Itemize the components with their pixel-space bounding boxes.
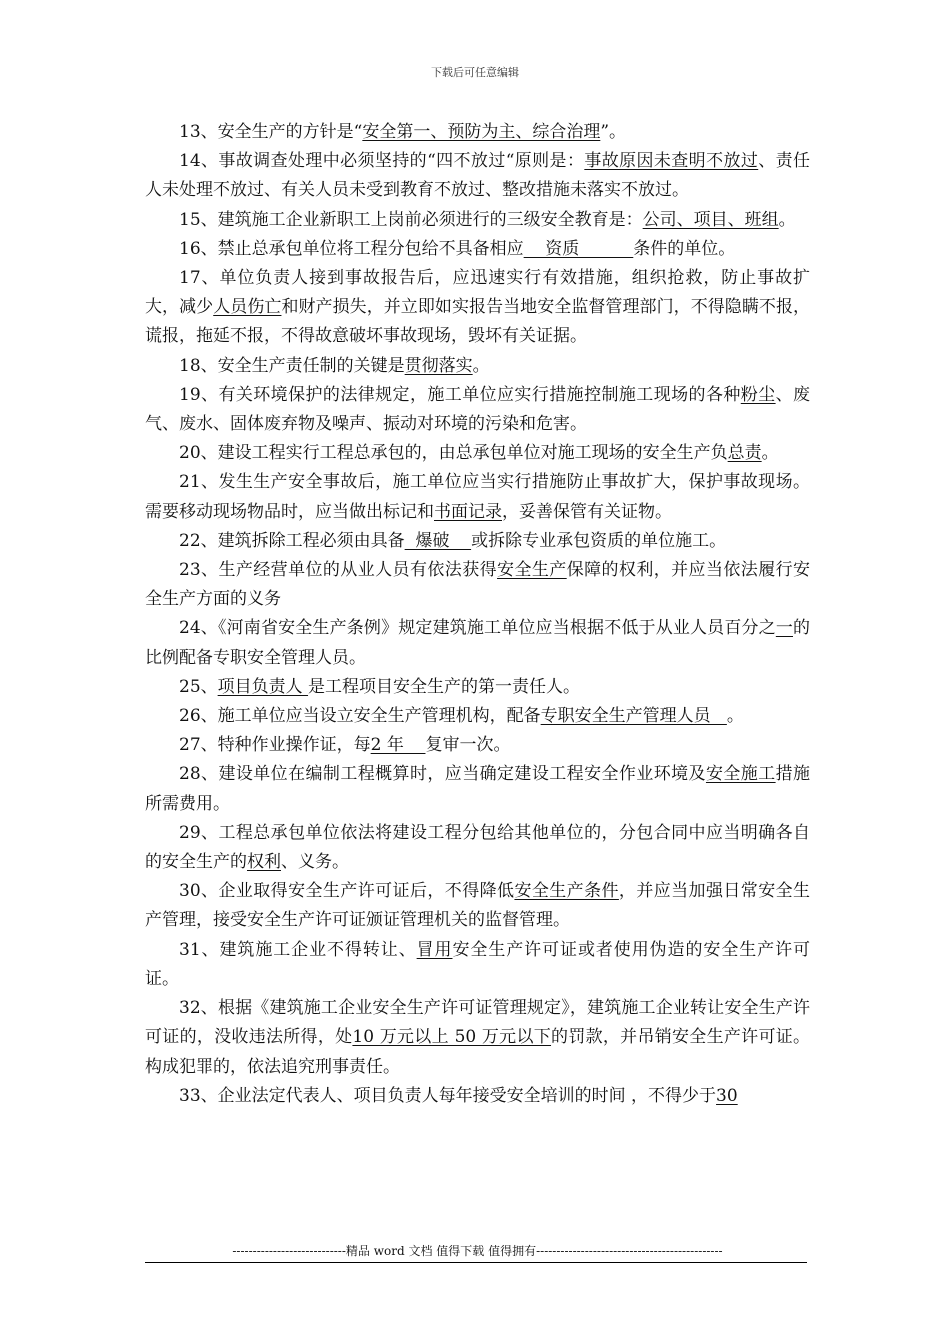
question-text: 、废气、废水、固体废弃物及噪声、振动对环境的污染和危害。 [145, 384, 811, 435]
answer-blank: 安全第一、预防为主、综合治理 [362, 122, 601, 142]
question-item [145, 118, 810, 147]
question-item [145, 936, 810, 994]
question-text: 26、施工单位应当设立安全生产管理机构，配备 [179, 706, 541, 727]
question-item [145, 1082, 810, 1111]
question-item [145, 264, 810, 352]
question-text: 或拆除专业承包资质的单位施工。 [471, 530, 727, 551]
question-text: 14、事故调查处理中必须坚持的“四不放过“原则是： [179, 151, 585, 172]
answer-blank: 事故原因未查明不放过 [584, 151, 759, 172]
question-text: 。 [726, 706, 744, 727]
question-text: 条件的单位。 [633, 238, 736, 259]
question-item [145, 819, 810, 877]
answer-blank: 安全施工 [705, 764, 776, 785]
answer-blank: 安全生产 [497, 560, 567, 581]
question-text: 和财产损失，并立即如实报告当地安全监督管理部门，不得隐瞒不报，谎报，拖延不报，不得故意破坏事故现场，毁坏有关证据。 [145, 297, 811, 347]
question-item [145, 877, 810, 935]
question-item [145, 731, 810, 760]
answer-blank: 安全生产条件 [514, 881, 619, 902]
question-text: 17、单位负责人接到事故报告后，应迅速实行有效措施，组织抢救，防止事故扩大，减少 [145, 268, 810, 318]
question-text: 是工程项目安全生产的第一责任人。 [308, 676, 581, 697]
question-text: 的比例配备专职安全管理人员。 [145, 618, 810, 668]
question-text: 31、建筑施工企业不得转让、 [179, 939, 417, 960]
question-text: 安全生产许可证或者使用伪造的安全生产许可证。 [145, 939, 811, 989]
question-text: 24、《河南省安全生产条例》规定建筑施工单位应当根据不低于从业人员百分之 [179, 618, 776, 639]
question-text: 13、安全生产的方针是“ [179, 122, 363, 142]
question-text: 复审一次。 [425, 735, 511, 756]
question-item [145, 527, 810, 556]
answer-blank: 公司、项目、班组 [642, 209, 779, 230]
question-text: 32、根据《建筑施工企业安全生产许可证管理规定》，建筑施工企业转让安全生产许可证的，没收违法所得，处 [145, 998, 810, 1048]
answer-blank: 专职安全生产管理人员 [540, 706, 727, 727]
question-text: 20、建设工程实行工程总承包的，由总承包单位对施工现场的安全生产负 [179, 443, 728, 464]
question-text: 28、建设单位在编制工程概算时，应当确定建设工程安全作业环境及 [179, 764, 706, 785]
question-text: 、义务。 [281, 852, 349, 873]
answer-blank: 2 年 [370, 735, 426, 756]
question-item [145, 614, 810, 672]
answer-blank: 人员伤亡 [213, 297, 282, 318]
answer-blank: 爆破 [404, 530, 472, 551]
question-item [145, 439, 810, 468]
question-item [145, 556, 810, 614]
question-item [145, 702, 810, 731]
question-text: 21、发生生产安全事故后，施工单位应当实行措施防止事故扩大，保护事故现场。需要移动现场物品时，应当做出标记和 [145, 472, 810, 522]
page-header: 下载后可任意编辑 [431, 66, 519, 79]
question-text: 23、生产经营单位的从业人员有依法获得 [179, 560, 498, 581]
question-text: ”。 [600, 122, 627, 142]
answer-blank: 权利 [247, 852, 281, 873]
question-text: 27、特种作业操作证，每 [179, 735, 371, 756]
document-body [145, 118, 810, 1111]
page-footer: ----------------------------精品 word 文档 值得下载 值得拥有---------------------------------------------- [232, 1244, 723, 1258]
answer-blank: 书面记录 [434, 501, 502, 522]
question-text: 25、 [179, 676, 218, 697]
question-text: 。 [472, 355, 490, 376]
footer-divider [145, 1262, 807, 1263]
answer-blank: 10 万元以上 50 万元以下 [352, 1027, 552, 1048]
question-text: 18、安全生产责任制的关键是 [179, 355, 405, 376]
question-item [145, 760, 810, 818]
question-item [145, 994, 810, 1082]
question-item [145, 147, 810, 205]
question-text: 。 [761, 443, 779, 464]
question-item [145, 381, 810, 439]
question-text: 29、工程总承包单位依法将建设工程分包给其他单位的，分包合同中应当明确各自的安全生产的 [145, 822, 810, 873]
question-text: 30、企业取得安全生产许可证后，不得降低 [179, 881, 515, 902]
question-item [145, 673, 810, 702]
question-text: 16、禁止总承包单位将工程分包给不具备相应 [179, 238, 524, 259]
question-text: 33、企业法定代表人、项目负责人每年接受安全培训的时间 ，不得少于 [179, 1085, 717, 1106]
answer-blank: 资质 [523, 238, 634, 259]
answer-blank: 项目负责人 [217, 676, 309, 697]
question-text: ，妥善保管有关证物。 [502, 501, 672, 522]
question-text: 19、有关环境保护的法律规定，施工单位应实行措施控制施工现场的各种 [179, 384, 741, 405]
question-text: 的罚款，并吊销安全生产许可证。构成犯罪的，依法追究刑事责任。 [145, 1027, 811, 1077]
question-item [145, 235, 810, 264]
question-item [145, 468, 810, 526]
question-text: 措施所需费用。 [145, 764, 811, 814]
question-text: 22、建筑拆除工程必须由具备 [179, 530, 405, 551]
answer-blank: 30 [716, 1085, 738, 1106]
question-item [145, 352, 810, 381]
question-text: 保障的权利，并应当依法履行安全生产方面的义务 [145, 560, 811, 610]
answer-blank: 冒用 [416, 939, 453, 960]
question-text: 。 [778, 209, 796, 230]
answer-blank: 总责 [727, 443, 762, 464]
answer-blank: 一 [775, 618, 793, 639]
question-item [145, 206, 810, 235]
answer-blank: 粉尘 [740, 384, 776, 405]
question-text: 、责任人未处理不放过、有关人员未受到教育不放过、整改措施未落实不放过。 [145, 151, 811, 201]
question-text: 15、建筑施工企业新职工上岗前必须进行的三级安全教育是： [179, 209, 643, 230]
answer-blank: 贯彻落实 [404, 355, 473, 376]
question-text: ，并应当加强日常安全生产管理，接受安全生产许可证颁证管理机关的监督管理。 [145, 881, 811, 931]
